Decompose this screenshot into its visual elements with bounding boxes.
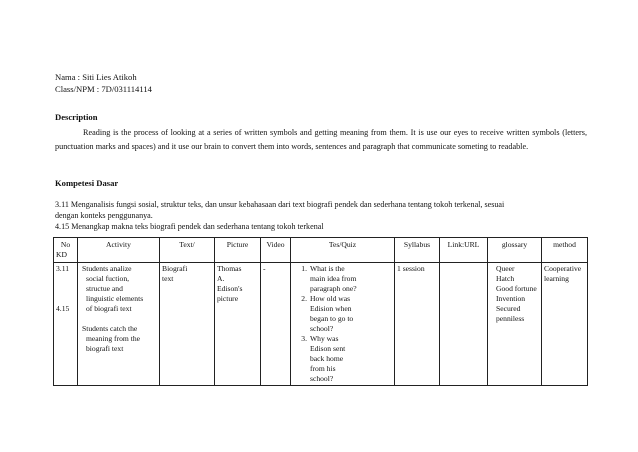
cell-activity xyxy=(78,263,160,386)
quiz-question-3 xyxy=(293,334,392,384)
col-quiz-header: Tes/Quiz xyxy=(291,238,395,263)
col-syllabus-header: Syllabus xyxy=(395,238,440,263)
glossary-term: Invention xyxy=(496,294,526,303)
cell-video: - xyxy=(261,263,291,386)
student-class: Class/NPM : 7D/031114114 xyxy=(55,84,152,94)
picture-line: Thomas xyxy=(217,264,242,273)
kompetensi-line-2: dengan konteks penggunanya. xyxy=(55,211,153,220)
activity-1-line: linguistic elements xyxy=(86,294,144,303)
quiz-line: Why was xyxy=(310,334,339,343)
col-text-header: Text/ xyxy=(160,238,215,263)
kompetensi-line-1: 3.11 Menganalisis fungsi sosial, struktur teks, dan unsur kebahasaan dari text biografi pendek dan sederhana tentang tokoh terkenal, sesuai xyxy=(55,200,505,209)
description-body: Reading is the process of looking at a series of written symbols and getting meaning from them. It is use our eyes to receive written symbols (letters, punctuation marks and spaces) and it use our brain to convert them into words, sentences and paragraph that communicate someting to readable. xyxy=(55,128,587,151)
text-type-line: Biografi xyxy=(162,264,188,273)
description-text xyxy=(55,126,587,153)
cell-method xyxy=(542,263,588,386)
glossary-term: Hatch xyxy=(496,274,515,283)
quiz-number: 1. xyxy=(301,264,307,273)
quiz-line: from his xyxy=(310,364,336,373)
activity-1-line: structue and xyxy=(86,284,123,293)
glossary-term: penniless xyxy=(496,314,525,323)
glossary-term: Good fortune xyxy=(496,284,537,293)
text-type-line: text xyxy=(162,274,174,283)
method-line: Cooperative xyxy=(544,264,582,273)
activity-2-line: meaning from the xyxy=(86,334,140,343)
quiz-number: 3. xyxy=(301,334,307,343)
quiz-line: school? xyxy=(310,374,334,383)
activity-1-line: of biografi text xyxy=(86,304,132,313)
quiz-line: school? xyxy=(310,324,334,333)
cell-quiz xyxy=(291,263,395,386)
activity-2-line: Students catch the xyxy=(82,324,138,333)
quiz-question-2 xyxy=(293,294,392,334)
quiz-line: What is the xyxy=(310,264,345,273)
quiz-line: Edision when xyxy=(310,304,352,313)
method-line: learning xyxy=(544,274,569,283)
col-method-header: method xyxy=(542,238,588,263)
quiz-line: began to go to xyxy=(310,314,354,323)
description-heading: Description xyxy=(55,112,98,122)
kompetensi-line-3: 4.15 Menangkap makna teks biografi pendek dan sederhana tentang tokoh terkenal xyxy=(55,222,324,231)
picture-line: picture xyxy=(217,294,239,303)
picture-line: A. xyxy=(217,274,225,283)
quiz-question-1 xyxy=(293,264,392,294)
table-row xyxy=(54,263,588,386)
kompetensi-heading: Kompetesi Dasar xyxy=(55,178,119,188)
activity-2-line: biografi text xyxy=(86,344,124,353)
kd-3-11: 3.11 xyxy=(56,264,70,273)
col-picture-header: Picture xyxy=(215,238,261,263)
glossary-term: Secured xyxy=(496,304,521,313)
quiz-line: back home xyxy=(310,354,344,363)
col-no-label: No xyxy=(60,240,71,249)
cell-glossary xyxy=(488,263,542,386)
col-kd-label: KD xyxy=(56,250,67,259)
col-link-header: Link:URL xyxy=(440,238,488,263)
col-video-header: Video xyxy=(261,238,291,263)
cell-text xyxy=(160,263,215,386)
activity-1-line: Students analize xyxy=(82,264,132,273)
kd-4-15: 4.15 xyxy=(56,304,70,313)
quiz-line: paragraph one? xyxy=(310,284,357,293)
picture-line: Edison's xyxy=(217,284,243,293)
col-glossary-header: glossary xyxy=(488,238,542,263)
quiz-line: main idea from xyxy=(310,274,357,283)
cell-link xyxy=(440,263,488,386)
lesson-table xyxy=(53,237,588,386)
quiz-line: Edison sent xyxy=(310,344,346,353)
cell-kd xyxy=(54,263,78,386)
table-header-row xyxy=(54,238,588,263)
cell-picture xyxy=(215,263,261,386)
student-name: Nama : Siti Lies Atikoh xyxy=(55,72,137,82)
glossary-term: Queer xyxy=(496,264,515,273)
quiz-number: 2. xyxy=(301,294,307,303)
activity-1-line: social fuction, xyxy=(86,274,130,283)
quiz-line: How old was xyxy=(310,294,351,303)
cell-syllabus: 1 session xyxy=(395,263,440,386)
col-activity-header: Activity xyxy=(78,238,160,263)
col-no-header xyxy=(54,238,78,263)
